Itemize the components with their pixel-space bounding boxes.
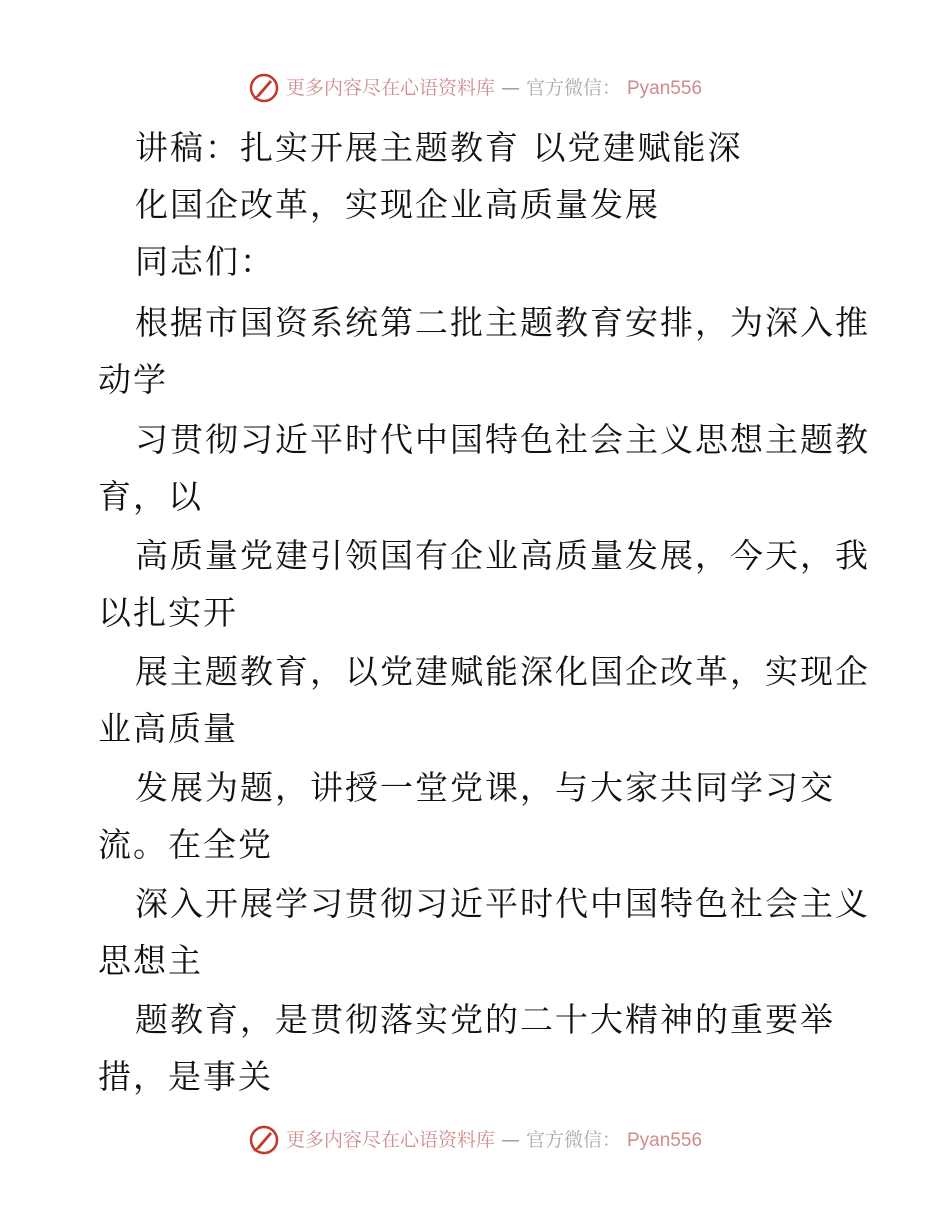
- body-line: 展主题教育，以党建赋能深化国企改革，实现企: [135, 652, 870, 691]
- watermark-site-text: 更多内容尽在心语资料库: [285, 1128, 495, 1151]
- document-title-line-1: 讲稿：扎实开展主题教育 以党建赋能深: [135, 128, 743, 167]
- body-line: 发展为题，讲授一堂党课，与大家共同学习交: [135, 768, 835, 807]
- header-watermark: [0, 72, 950, 104]
- body-line: 思想主: [98, 941, 203, 980]
- watermark-id: Pyan556: [627, 77, 703, 99]
- body-line: 深入开展学习贯彻习近平时代中国特色社会主义: [135, 884, 870, 923]
- watermark-dash: —: [500, 76, 520, 99]
- body-line: 根据市国资系统第二批主题教育安排，为深入推: [135, 303, 870, 342]
- watermark-site-text: 更多内容尽在心语资料库: [285, 76, 495, 99]
- footer-watermark: [0, 1124, 950, 1156]
- watermark-dash: —: [500, 1128, 520, 1151]
- body-line: 题教育，是贯彻落实党的二十大精神的重要举: [135, 1000, 835, 1039]
- feather-pen-circle-icon: [248, 72, 280, 104]
- document-title-line-2: 化国企改革，实现企业高质量发展: [135, 185, 660, 224]
- body-line: 流。在全党: [98, 825, 273, 864]
- salutation: 同志们：: [135, 242, 275, 281]
- body-line: 措，是事关: [98, 1057, 273, 1096]
- feather-pen-circle-icon: [248, 1124, 280, 1156]
- body-line: 高质量党建引领国有企业高质量发展，今天，我: [135, 536, 870, 575]
- watermark-label: 官方微信：: [525, 76, 621, 99]
- body-line: 育，以: [98, 477, 203, 516]
- watermark-id: Pyan556: [627, 1129, 703, 1151]
- body-line: 动学: [98, 360, 168, 399]
- body-line: 以扎实开: [98, 593, 238, 632]
- body-line: 业高质量: [98, 709, 238, 748]
- body-line: 习贯彻习近平时代中国特色社会主义思想主题教: [135, 420, 870, 459]
- watermark-label: 官方微信：: [525, 1128, 621, 1151]
